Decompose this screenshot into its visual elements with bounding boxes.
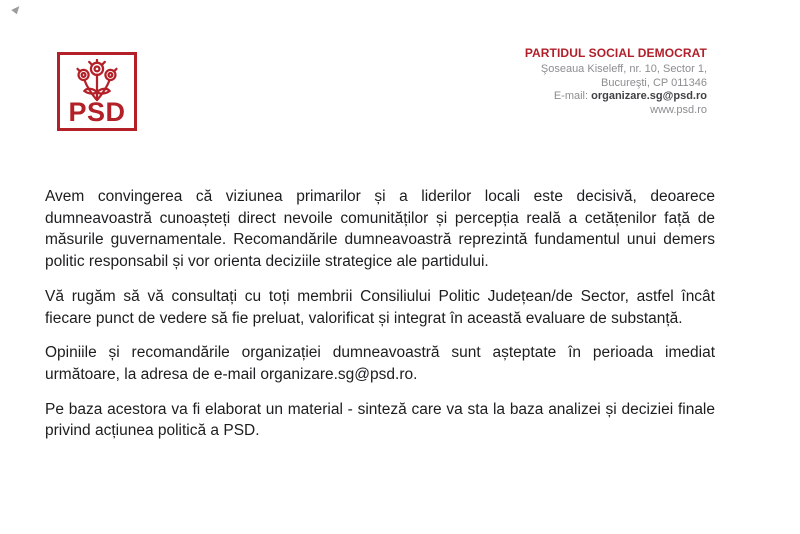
letterhead <box>525 47 707 118</box>
address-line-1: Şoseaua Kiseleff, nr. 10, Sector 1, <box>540 62 707 75</box>
psd-logo <box>57 52 137 131</box>
roses-icon <box>71 59 123 103</box>
scan-artifact-mark <box>11 4 21 15</box>
letter-body <box>45 186 715 455</box>
website: www.psd.ro <box>650 104 707 117</box>
logo-text: PSD <box>68 97 126 127</box>
email-label: E-mail: <box>553 90 589 103</box>
paragraph-3: Opiniile și recomandările organizației dumneavoastră sunt așteptate în perioada imediat următoare, la adresa de e-mail organizare.sg@psd.ro. <box>45 344 715 383</box>
paragraph-2: Vă rugăm să vă consultați cu toți membrii Consiliului Politic Județean/de Sector, astfel încât fiecare punct de vedere să fie preluat, valorificat și integrat în această evaluare de substanță. <box>45 287 715 327</box>
paragraph-1: Avem convingerea că viziunea primarilor și a liderilor locali este decisivă, deoarece dumneavoastră cunoașteți direct nevoile comunităților și percepția reală a cetățenilor față de măsurile guvernamentale. Recomandările dumneavoastră reprezintă fundamentul unui demers politic responsabil și vor orienta deciziile strategice ale partidului. <box>45 188 715 271</box>
address-line-2: Bucureşti, CP 011346 <box>601 76 707 89</box>
email-line <box>525 90 707 104</box>
email-value: organizare.sg@psd.ro <box>591 90 707 103</box>
org-name: PARTIDUL SOCIAL DEMOCRAT <box>524 46 707 60</box>
paragraph-4: Pe baza acestora va fi elaborat un material - sinteză care va sta la baza analizei și deciziei finale privind acțiunea politică a PSD. <box>45 400 715 440</box>
